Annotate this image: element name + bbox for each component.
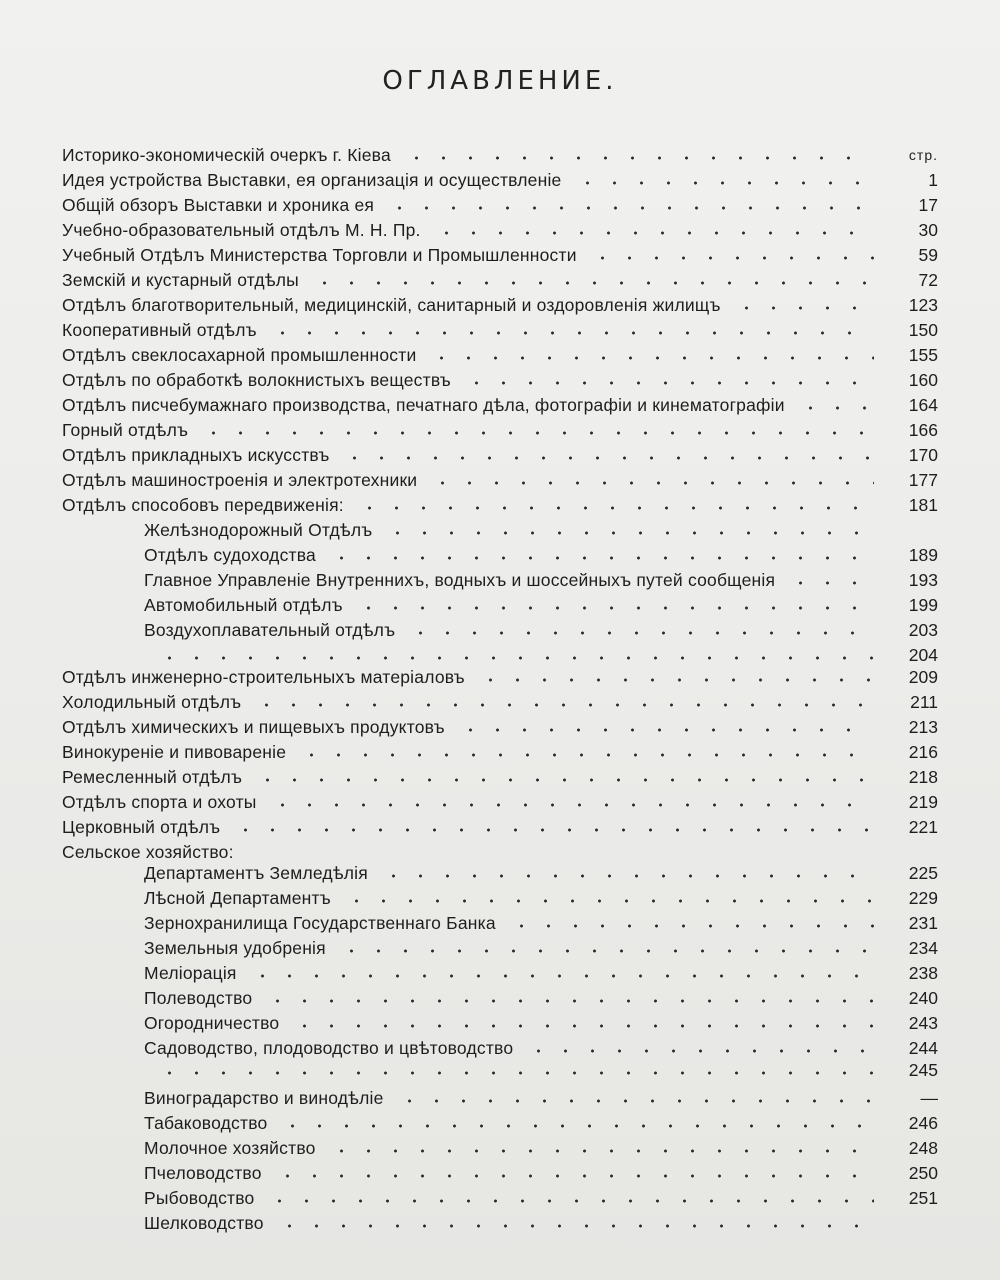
- toc-page-number: 150: [908, 320, 938, 340]
- toc-entry: [144, 1011, 938, 1033]
- dot-leader: [332, 936, 874, 956]
- dot-leader: [451, 715, 874, 735]
- toc-entry: [144, 1161, 938, 1183]
- toc-entry: [144, 1086, 938, 1108]
- toc-entry-title: Лѣсной Департаментъ: [144, 888, 331, 908]
- toc-entry: [144, 1136, 938, 1158]
- dot-leader: [263, 318, 874, 338]
- toc-entry-title: Горный отдѣлъ: [62, 420, 189, 440]
- toc-entry-title: Идея устройства Выставки, ея организація и осуществленіе: [62, 170, 562, 190]
- toc-page-number: 1: [928, 170, 938, 190]
- dot-leader: [322, 1136, 874, 1156]
- dot-leader: [781, 568, 874, 588]
- toc-entry-title: Отдѣлъ инженерно-строительныхъ матеріаловъ: [62, 667, 465, 687]
- toc-entry-title: Садоводство, плодоводство и цвѣтоводство: [144, 1038, 514, 1058]
- toc-entry: [144, 543, 938, 565]
- toc-page-number: 229: [908, 888, 938, 908]
- toc-entry-title: Учебный Отдѣлъ Министерства Торговли и Промышленности: [62, 245, 577, 265]
- dot-leader: [427, 218, 874, 238]
- toc-entry: [62, 393, 938, 415]
- toc-entry: [62, 715, 938, 737]
- toc-entry-title: Автомобильный отдѣлъ: [144, 595, 343, 615]
- dot-leader: [583, 243, 874, 263]
- toc-entry: [144, 643, 938, 665]
- toc-page-number: стр.: [908, 147, 938, 163]
- toc-page-number: 216: [908, 742, 938, 762]
- dot-leader: [226, 815, 874, 835]
- toc-entry-title: Холодильный отдѣлъ: [62, 692, 242, 712]
- toc-entry-title: Зернохранилища Государственнаго Банка: [144, 913, 496, 933]
- dot-leader: [401, 618, 874, 638]
- toc-page-number: 218: [908, 767, 938, 787]
- toc-entry: [62, 665, 938, 687]
- toc-page-number: 251: [908, 1188, 938, 1208]
- toc-entry-title: Отдѣлъ машиностроенія и электротехники: [62, 470, 418, 490]
- dot-leader: [285, 1011, 874, 1031]
- dot-leader: [422, 343, 874, 363]
- toc-page-number: 166: [908, 420, 938, 440]
- toc-page-number: —: [920, 1088, 938, 1108]
- toc-entry: [62, 840, 938, 862]
- dot-leader: [150, 643, 874, 663]
- toc-entry: [62, 193, 938, 215]
- toc-entry: [62, 368, 938, 390]
- toc-entry-title: Главное Управленіе Внутреннихъ, водныхъ и шоссейныхъ путей сообщенія: [144, 570, 776, 590]
- toc-entry-title: Сельское хозяйство:: [62, 842, 234, 862]
- dot-leader: [322, 543, 874, 563]
- toc-page-number: 123: [908, 295, 938, 315]
- toc-page-number: 211: [910, 692, 938, 712]
- dot-leader: [397, 143, 874, 163]
- toc-entry: [62, 418, 938, 440]
- toc-entry: [144, 886, 938, 908]
- toc-entry-title: Молочное хозяйство: [144, 1138, 316, 1158]
- toc-page-number: 248: [908, 1138, 938, 1158]
- dot-leader: [457, 368, 874, 388]
- toc-entry: [144, 1186, 938, 1208]
- toc-page-number: 219: [908, 792, 938, 812]
- toc-entry: [62, 293, 938, 315]
- toc-page-number: 234: [908, 938, 938, 958]
- toc-entry-title: Отдѣлъ судоходства: [144, 545, 316, 565]
- toc-entry: [144, 1036, 938, 1058]
- dot-leader: [335, 443, 874, 463]
- dot-leader: [305, 268, 874, 288]
- toc-page-number: 243: [908, 1013, 938, 1033]
- toc-entry-title: Рыбоводство: [144, 1188, 255, 1208]
- toc-entry: [62, 243, 938, 265]
- dot-leader: [423, 468, 874, 488]
- toc-page-number: 213: [908, 717, 938, 737]
- toc-page-number: 203: [908, 620, 938, 640]
- toc-entry-title: Воздухоплавательный отдѣлъ: [144, 620, 396, 640]
- toc-entry: [62, 690, 938, 712]
- toc-page-number: 181: [908, 495, 938, 515]
- toc-entry-title: Отдѣлъ химическихъ и пищевыхъ продуктовъ: [62, 717, 445, 737]
- dot-leader: [568, 168, 875, 188]
- toc-entry: [62, 815, 938, 837]
- toc-page-number: 30: [918, 220, 938, 240]
- dot-leader: [243, 961, 874, 981]
- toc-entry: [144, 861, 938, 883]
- dot-leader: [519, 1036, 874, 1056]
- toc-entry: [144, 986, 938, 1008]
- dot-leader: [791, 393, 874, 413]
- toc-entry-title: Табаководство: [144, 1113, 268, 1133]
- toc-entry-title: Отдѣлъ способовъ передвиженія:: [62, 495, 344, 515]
- toc-entry: [62, 143, 938, 165]
- dot-leader: [727, 293, 874, 313]
- toc-entry-title: Земельныя удобренія: [144, 938, 326, 958]
- toc-entry-title: Огородничество: [144, 1013, 280, 1033]
- toc-page-number: 193: [908, 570, 938, 590]
- dot-leader: [270, 1211, 874, 1231]
- toc-entry-title: Отдѣлъ свеклосахарной промышленности: [62, 345, 417, 365]
- toc-entry: [62, 493, 938, 515]
- toc-entry-title: Отдѣлъ благотворительный, медицинскій, санитарный и оздоровленія жилищъ: [62, 295, 721, 315]
- toc-entry: [62, 168, 938, 190]
- toc-entry-title: Кооперативный отдѣлъ: [62, 320, 257, 340]
- toc-page-number: 160: [908, 370, 938, 390]
- toc-entry-title: Общій обзоръ Выставки и хроника ея: [62, 195, 375, 215]
- toc-entry-title: Полеводство: [144, 988, 253, 1008]
- toc-page-number: 199: [908, 595, 938, 615]
- toc-entry-title: Желѣзнодорожный Отдѣлъ: [144, 520, 373, 540]
- dot-leader: [247, 690, 874, 710]
- dot-leader: [378, 518, 874, 538]
- dot-leader: [349, 593, 874, 613]
- toc-entry: [62, 443, 938, 465]
- toc-entry-title: Церковный отдѣлъ: [62, 817, 221, 837]
- toc-page-number: 209: [908, 667, 938, 687]
- toc-entry: [144, 593, 938, 615]
- toc-page-number: 72: [918, 270, 938, 290]
- toc-entry: [144, 518, 938, 540]
- toc-entry: [144, 1111, 938, 1133]
- toc-entry-title: Отдѣлъ прикладныхъ искусствъ: [62, 445, 330, 465]
- dot-leader: [260, 1186, 874, 1206]
- dot-leader: [292, 740, 874, 760]
- toc-entry: [62, 268, 938, 290]
- toc-entry: [62, 790, 938, 812]
- toc-page-number: 246: [908, 1113, 938, 1133]
- dot-leader: [350, 493, 874, 513]
- toc-entry: [62, 765, 938, 787]
- toc-entry: [144, 911, 938, 933]
- toc-page-number: 225: [908, 863, 938, 883]
- toc-entry-title: Виноградарство и винодѣліе: [144, 1088, 384, 1108]
- dot-leader: [258, 986, 874, 1006]
- toc-page-number: 231: [908, 913, 938, 933]
- toc-entry-title: Историко-экономическій очеркъ г. Кіева: [62, 145, 391, 165]
- toc-entry: [62, 318, 938, 340]
- dot-leader: [502, 911, 874, 931]
- dot-leader: [273, 1111, 874, 1131]
- toc-page-number: 59: [918, 245, 938, 265]
- dot-leader: [150, 1058, 874, 1078]
- toc-entry: [62, 740, 938, 762]
- toc-page-number: 155: [908, 345, 938, 365]
- toc-page-number: 245: [908, 1060, 938, 1080]
- toc-page-number: 189: [908, 545, 938, 565]
- toc-page-number: 250: [908, 1163, 938, 1183]
- toc-entry-title: Шелководство: [144, 1213, 264, 1233]
- toc-page-number: 177: [908, 470, 938, 490]
- toc-entry: [62, 343, 938, 365]
- toc-entry-title: Отдѣлъ спорта и охоты: [62, 792, 257, 812]
- toc-entry: [62, 468, 938, 490]
- toc-page-number: 170: [908, 445, 938, 465]
- toc-entry: [62, 218, 938, 240]
- toc-entry-title: Меліорація: [144, 963, 237, 983]
- dot-leader: [390, 1086, 874, 1106]
- toc-entry: [144, 1211, 938, 1233]
- toc-entry-title: Ремесленный отдѣлъ: [62, 767, 243, 787]
- toc-page-number: 17: [918, 195, 938, 215]
- dot-leader: [248, 765, 874, 785]
- dot-leader: [380, 193, 874, 213]
- toc-entry-title: Отдѣлъ писчебумажнаго производства, печатнаго дѣла, фотографіи и кинематографіи: [62, 395, 785, 415]
- dot-leader: [471, 665, 874, 685]
- toc-page-number: 221: [908, 817, 938, 837]
- dot-leader: [194, 418, 874, 438]
- dot-leader: [263, 790, 874, 810]
- dot-leader: [268, 1161, 874, 1181]
- toc-entry-title: Пчеловодство: [144, 1163, 262, 1183]
- toc-entry-title: Винокуреніе и пивовареніе: [62, 742, 287, 762]
- toc-entry-title: Отдѣлъ по обработкѣ волокнистыхъ веществъ: [62, 370, 451, 390]
- dot-leader: [337, 886, 874, 906]
- toc-entry: [144, 618, 938, 640]
- toc-page-number: 204: [908, 645, 938, 665]
- dot-leader: [374, 861, 874, 881]
- toc-page-number: 238: [908, 963, 938, 983]
- toc-entry: [144, 568, 938, 590]
- page-title: ОГЛАВЛЕНИЕ.: [382, 66, 618, 96]
- toc-page-number: 240: [908, 988, 938, 1008]
- toc-page-number: 244: [908, 1038, 938, 1058]
- toc-entry: [144, 1058, 938, 1080]
- toc-entry: [144, 936, 938, 958]
- toc-page-number: 164: [908, 395, 938, 415]
- toc-entry-title: Департаментъ Земледѣлія: [144, 863, 368, 883]
- toc-entry-title: Земскій и кустарный отдѣлы: [62, 270, 299, 290]
- toc-entry: [144, 961, 938, 983]
- toc-entry-title: Учебно-образовательный отдѣлъ М. Н. Пр.: [62, 220, 421, 240]
